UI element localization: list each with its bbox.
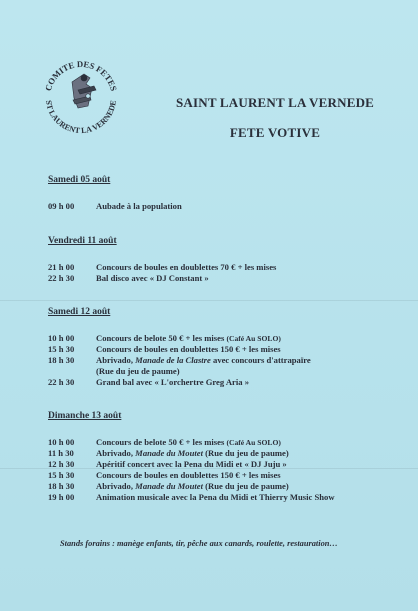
day-heading: Vendredi 11 août — [48, 236, 117, 246]
event-desc: Abrivado, — [96, 448, 134, 458]
event-time: 11 h 30 — [48, 448, 74, 458]
event-row — [48, 459, 335, 470]
event-desc: Concours de boules en doublettes 70 € + les mises — [96, 262, 277, 272]
event-time: 09 h 00 — [48, 201, 75, 211]
event-time: 15 h 30 — [48, 344, 75, 354]
day-heading: Samedi 12 août — [48, 307, 111, 317]
event-time: 12 h 30 — [48, 459, 75, 469]
event-desc: Concours de belote 50 € + les mises — [96, 437, 225, 447]
event-desc: Apéritif concert avec la Pena du Midi et « DJ Juju » — [96, 459, 287, 469]
event-row — [48, 333, 311, 344]
event-desc: Concours de boules en doublettes 150 € + les mises — [96, 470, 281, 480]
footer-note: Stands forains : manège enfants, tir, pêche aux canards, roulette, restauration… — [60, 539, 338, 548]
event-time: 10 h 00 — [48, 333, 75, 343]
event-time — [48, 366, 96, 377]
event-manade: Manade de la Clastre — [135, 355, 211, 365]
event-row — [48, 273, 276, 284]
event-desc: Aubade à la population — [96, 201, 182, 211]
event-time: 15 h 30 — [48, 470, 75, 480]
event-desc: Animation musicale avec la Pena du Midi et Thierry Music Show — [96, 492, 335, 502]
event-desc: Abrivado, — [96, 355, 134, 365]
day-heading: Samedi 05 août — [48, 175, 111, 185]
event-desc-rest: (Rue du jeu de paume) — [205, 448, 289, 458]
event-desc: Concours de belote 50 € + les mises — [96, 333, 225, 343]
day-section — [48, 307, 311, 388]
event-time: 21 h 00 — [48, 262, 75, 272]
event-row — [48, 470, 335, 481]
event-desc-rest: (Rue du jeu de paume) — [205, 481, 289, 491]
event-time: 18 h 30 — [48, 481, 75, 491]
event-row — [48, 366, 311, 377]
event-venue: (Café Au SOLO) — [226, 438, 281, 447]
event-row — [48, 492, 335, 503]
event-row — [48, 201, 182, 212]
day-section — [48, 175, 182, 212]
title-event: FETE VOTIVE — [229, 125, 321, 140]
event-row — [48, 355, 311, 366]
event-time: 18 h 30 — [48, 355, 75, 365]
event-row — [48, 262, 276, 273]
day-section — [48, 411, 335, 503]
event-row — [48, 344, 311, 355]
paper-fold — [0, 300, 418, 301]
event-desc: Abrivado, — [96, 481, 134, 491]
event-desc: Grand bal avec « L'orchertre Greg Aria » — [96, 377, 249, 387]
event-time: 22 h 30 — [48, 377, 75, 387]
event-row — [48, 481, 335, 492]
event-manade: Manade du Moutet — [135, 481, 203, 491]
logo-arc-bottom: ST LAURENT LA VERNEDE — [44, 99, 118, 136]
title-town: SAINT LAURENT LA VERNEDE — [175, 95, 375, 110]
event-row — [48, 377, 311, 388]
event-desc: (Rue du jeu de paume) — [96, 366, 180, 376]
event-time: 19 h 00 — [48, 492, 75, 502]
event-row — [48, 437, 335, 448]
festival-emblem-icon — [40, 48, 122, 138]
event-desc-rest: avec concours d'attrapaïre — [213, 355, 311, 365]
event-row — [48, 448, 335, 459]
event-manade: Manade du Moutet — [135, 448, 203, 458]
day-section — [48, 236, 276, 284]
day-heading: Dimanche 13 août — [48, 411, 122, 421]
event-desc: Concours de boules en doublettes 150 € + les mises — [96, 344, 281, 354]
event-time: 10 h 00 — [48, 437, 75, 447]
logo-arc-top: COMITE DES FETES — [42, 58, 120, 93]
event-venue: (Café Au SOLO) — [226, 334, 281, 343]
event-desc: Bal disco avec « DJ Constant » — [96, 273, 209, 283]
event-time: 22 h 30 — [48, 273, 75, 283]
